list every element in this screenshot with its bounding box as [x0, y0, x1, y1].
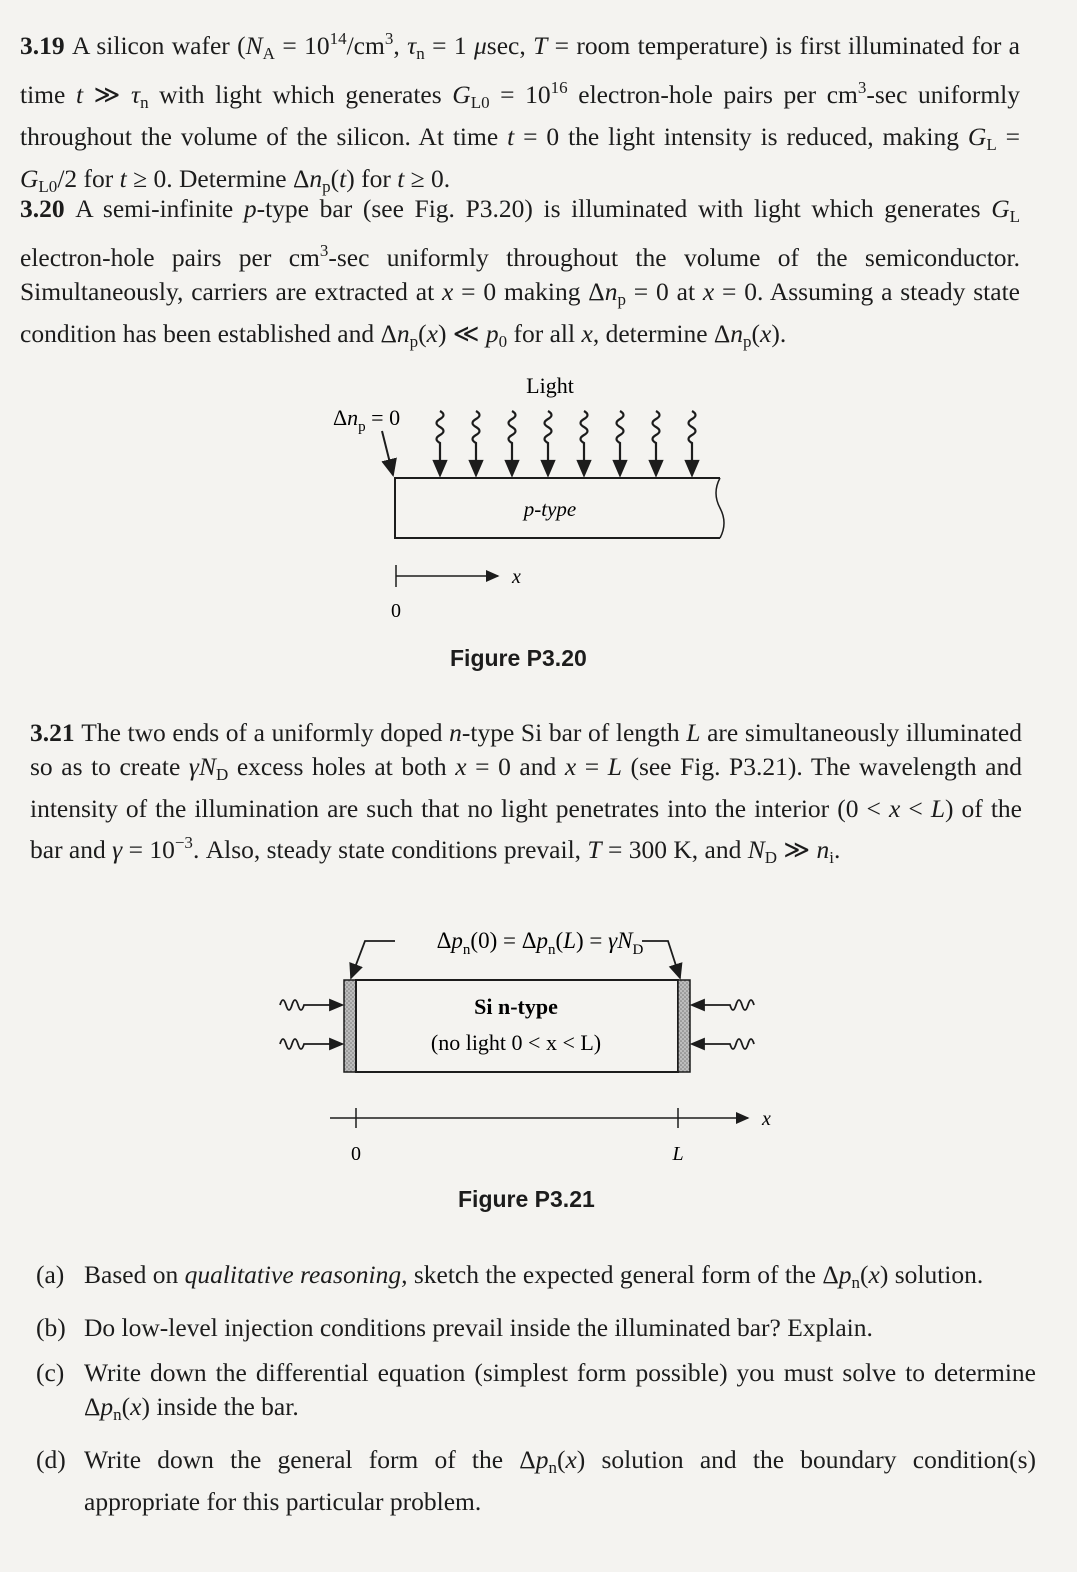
part-text: Based on qualitative reasoning, sketch the expected general form of the $\Delta p_n(x)$ solution.: [84, 1260, 984, 1292]
question-parts: [36, 1258, 1036, 1530]
problem-3-20-text: 3.20 A semi-infinite p-type bar (see Fig. P3.20) is illuminated with light which generates $G_L$ electron-hole pairs per $cm^3-\sec$ uniformly throughout the volume of the semiconductor. Simultaneously, carriers are extracted at x = 0 making $\Delta n_p = 0$ at x = 0. Assuming a steady state condition has been established and $\Delta n_p(x)$ ≪ $p_0$ for all x, determine $\Delta n_p(x)$.: [20, 194, 1021, 351]
part-label: (c): [36, 1358, 65, 1387]
problem-3-21: [30, 716, 1022, 875]
part-d: [36, 1443, 1036, 1519]
right-illuminated-end: [678, 980, 690, 1072]
origin-label: 0: [391, 600, 401, 622]
boundary-label: $\Delta p_n(0) = \Delta p_n(L) = \gamma N_D$: [436, 928, 644, 958]
problem-number: 3.21: [30, 718, 75, 747]
light-ray-icon: [650, 411, 662, 475]
part-label: (d): [36, 1445, 66, 1474]
light-ray-icon: [692, 1000, 754, 1010]
x-axis-label: x: [762, 1108, 771, 1130]
light-ray-icon: [434, 411, 446, 475]
figure-p3-20-caption: Figure P3.20: [450, 645, 587, 671]
bar-sublabel: (no light 0 < x < L): [430, 1030, 602, 1055]
boundary-label: $\Delta n_p = 0$: [333, 405, 401, 435]
part-c: [36, 1356, 1036, 1432]
light-rays: [434, 411, 698, 475]
light-ray-icon: [470, 411, 482, 475]
problem-3-19-text: 3.19 A silicon wafer ($N_A = 10^{14}/cm^3$, $\tau_n = 1$ μsec, T = room temperature) is first illuminated for a time t ≫ $\tau_n$ with light which generates $G_{L0} = 10^{16}$ electron-hole pairs per $cm^3-\sec$ uniformly throughout the volume of the silicon. At time t = 0 the light intensity is reduced, making $G_L = G_{L0}/2$ for t ≥ 0. Determine $\Delta n_p(t)$ for t ≥ 0.: [20, 29, 1021, 196]
problem-3-20: [20, 192, 1020, 359]
light-label: Light: [526, 373, 574, 398]
part-text: Do low-level injection conditions prevail inside the illuminated bar? Explain.: [84, 1313, 873, 1342]
light-ray-icon: [506, 411, 518, 475]
p-type-label: p-type: [523, 497, 577, 521]
light-ray-icon: [614, 411, 626, 475]
problem-number: 3.20: [20, 194, 65, 223]
light-ray-icon: [578, 411, 590, 475]
left-leader-arrow: [351, 941, 395, 978]
figure-p3-20: [300, 365, 760, 630]
origin-label: 0: [351, 1143, 361, 1165]
light-ray-icon: [280, 1000, 342, 1010]
part-text: Write down the differential equation (simplest form possible) you must solve to determine $\Delta p_n(x)$ inside the bar.: [84, 1358, 1036, 1424]
right-leader-arrow: [642, 941, 680, 978]
light-right: [692, 1000, 754, 1049]
problem-3-21-text: 3.21 The two ends of a uniformly doped n-type Si bar of length L are simultaneously illuminated so as to create $\gamma N_D$ excess holes at both x = 0 and x = L (see Fig. P3.21). The wavelength and intensity of the illumination are such that no light penetrates into the interior (0 < x < L) of the bar and $\gamma = 10^{-3}$. Also, steady state conditions prevail, T = 300 K, and $N_D$ ≫ $n_i$.: [30, 718, 1023, 867]
light-left: [280, 1000, 342, 1049]
light-ray-icon: [686, 411, 698, 475]
part-label: (a): [36, 1260, 65, 1289]
light-ray-icon: [692, 1039, 754, 1049]
figure-p3-21-caption: Figure P3.21: [458, 1186, 595, 1212]
light-ray-icon: [542, 411, 554, 475]
part-text: Write down the general form of the $\Delta p_n(x)$ solution and the boundary condition(s) appropriate for this particular problem.: [84, 1445, 1036, 1516]
part-a: [36, 1258, 1036, 1300]
bar-break: [716, 478, 724, 538]
light-ray-icon: [280, 1039, 342, 1049]
problem-3-19: [20, 22, 1020, 204]
part-b: [36, 1311, 1036, 1345]
problem-number: 3.19: [20, 31, 65, 60]
left-illuminated-end: [344, 980, 356, 1072]
end-label: L: [672, 1143, 684, 1165]
figure-p3-21: [270, 918, 810, 1173]
part-label: (b): [36, 1313, 66, 1342]
bar-label: Si n-type: [474, 994, 558, 1019]
x-axis-label: x: [512, 566, 521, 588]
boundary-leader-arrow: [382, 431, 393, 475]
